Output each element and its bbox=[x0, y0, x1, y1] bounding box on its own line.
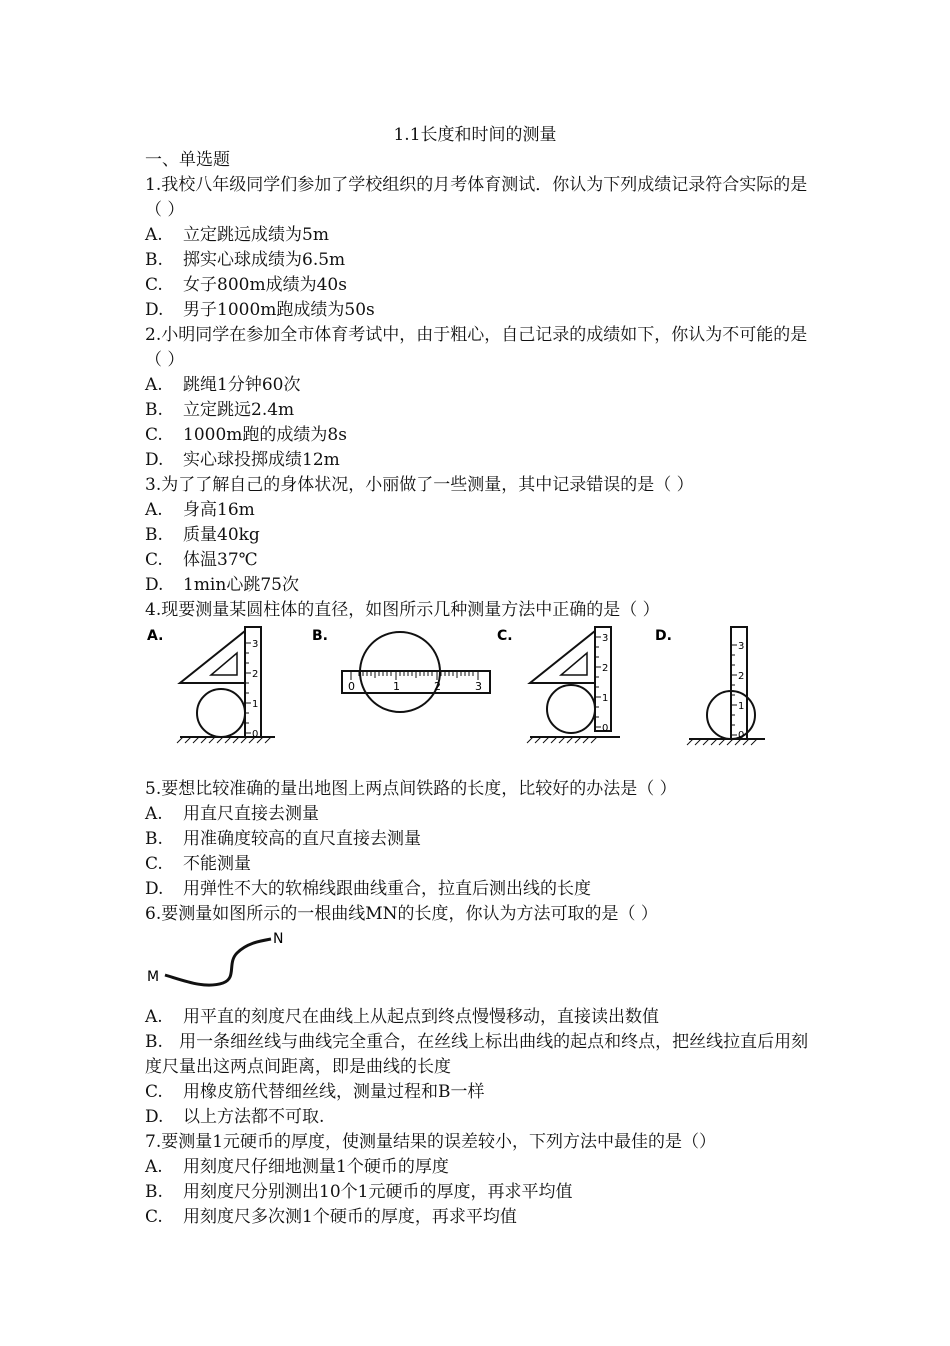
ruler-mark-0: 0 bbox=[738, 730, 745, 741]
ruler-mark-2: 2 bbox=[252, 669, 259, 680]
question-6-option-c[interactable] bbox=[145, 1080, 810, 1105]
document-body bbox=[145, 148, 810, 1230]
ruler-mark-2: 2 bbox=[434, 680, 441, 693]
question-1-option-a[interactable] bbox=[145, 223, 810, 248]
option-text: 身高16m bbox=[183, 500, 255, 520]
option-text: 用准确度较高的直尺直接去测量 bbox=[183, 829, 421, 849]
option-letter: C. bbox=[145, 275, 163, 295]
option-text: 用刻度尺多次测1个硬币的厚度，再求平均值 bbox=[183, 1207, 517, 1227]
curve-label-n: N bbox=[273, 931, 284, 947]
question-6-option-d[interactable] bbox=[145, 1105, 810, 1130]
document-title: 1.1长度和时间的测量 bbox=[393, 125, 557, 145]
option-letter: B. bbox=[145, 525, 163, 545]
question-6-option-a[interactable] bbox=[145, 1005, 810, 1030]
option-letter: D. bbox=[145, 879, 164, 899]
figure-b-label: B. bbox=[312, 628, 328, 644]
option-text: 用弹性不大的软棉线跟曲线重合，拉直后测出线的长度 bbox=[183, 879, 591, 899]
figure-c-triangle-ruler-offset bbox=[495, 625, 630, 773]
option-text: 体温37℃ bbox=[183, 550, 258, 570]
ruler-mark-1: 1 bbox=[393, 680, 400, 693]
question-6-stem: 6.要测量如图所示的一根曲线MN的长度，你认为方法可取的是（ ） bbox=[145, 904, 658, 924]
curve-mn bbox=[165, 939, 271, 985]
option-letter: D. bbox=[145, 300, 164, 320]
question-2-stem: 2.小明同学在参加全市体育考试中，由于粗心，自己记录的成绩如下，你认为不可能的是（ ） bbox=[145, 325, 808, 370]
question-7-option-b[interactable] bbox=[145, 1180, 810, 1205]
option-text: 跳绳1分钟60次 bbox=[183, 375, 301, 395]
ruler-mark-2: 2 bbox=[738, 671, 745, 682]
option-letter: D. bbox=[145, 450, 164, 470]
option-letter: D. bbox=[145, 1107, 164, 1127]
question-7-option-c[interactable] bbox=[145, 1205, 810, 1230]
option-text: 用直尺直接去测量 bbox=[183, 804, 319, 824]
figure-d-label: D. bbox=[655, 628, 672, 644]
option-letter: A. bbox=[145, 375, 163, 395]
ruler-mark-3: 3 bbox=[475, 680, 482, 693]
option-letter: A. bbox=[145, 500, 163, 520]
question-2-option-b[interactable] bbox=[145, 398, 810, 423]
ruler-mark-3: 3 bbox=[252, 639, 259, 650]
option-text: 不能测量 bbox=[183, 854, 251, 874]
question-1-option-b[interactable] bbox=[145, 248, 810, 273]
question-5-option-d[interactable] bbox=[145, 877, 810, 902]
option-text: 用橡皮筋代替细丝线，测量过程和B一样 bbox=[183, 1082, 485, 1102]
ruler-mark-3: 3 bbox=[738, 641, 745, 652]
figure-c-label: C. bbox=[497, 628, 513, 644]
question-5-stem: 5.要想比较准确的量出地图上两点间铁路的长度，比较好的办法是（ ） bbox=[145, 779, 677, 799]
question-7-option-a[interactable] bbox=[145, 1155, 810, 1180]
option-text: 用刻度尺分别测出10个1元硬币的厚度，再求平均值 bbox=[183, 1182, 573, 1202]
option-text: 用刻度尺仔细地测量1个硬币的厚度 bbox=[183, 1157, 449, 1177]
question-5-option-c[interactable] bbox=[145, 852, 810, 877]
ruler-mark-3: 3 bbox=[602, 633, 609, 644]
option-text: 以上方法都不可取. bbox=[183, 1107, 325, 1127]
option-text: 立定跳远成绩为5m bbox=[183, 225, 329, 245]
question-1-stem: 1.我校八年级同学们参加了学校组织的月考体育测试．你认为下列成绩记录符合实际的是（ ） bbox=[145, 175, 808, 220]
figure-a-triangle-ruler bbox=[145, 625, 280, 773]
option-letter: B. bbox=[145, 400, 163, 420]
question-1-option-d[interactable] bbox=[145, 298, 810, 323]
curve-mn-figure bbox=[145, 931, 305, 1003]
option-letter: B. bbox=[145, 1032, 163, 1052]
ruler-ticks bbox=[351, 671, 478, 680]
option-letter: C. bbox=[145, 425, 163, 445]
option-letter: A. bbox=[145, 1157, 163, 1177]
question-7-stem: 7.要测量1元硬币的厚度，使测量结果的误差较小，下列方法中最佳的是（） bbox=[145, 1132, 717, 1152]
question-4-figures bbox=[145, 625, 810, 773]
figure-b-horizontal-ruler bbox=[310, 625, 495, 773]
question-3-option-b[interactable] bbox=[145, 523, 810, 548]
ruler-mark-0: 0 bbox=[602, 723, 609, 734]
question-5-option-a[interactable] bbox=[145, 802, 810, 827]
cylinder-circle bbox=[547, 685, 595, 733]
question-6-option-b[interactable] bbox=[145, 1030, 810, 1080]
figure-a-label: A. bbox=[147, 628, 164, 644]
option-text: 实心球投掷成绩12m bbox=[183, 450, 340, 470]
figure-d-ruler-through-center bbox=[653, 625, 768, 773]
ruler-mark-1: 1 bbox=[738, 701, 745, 712]
cylinder-circle bbox=[197, 689, 245, 737]
question-2-option-a[interactable] bbox=[145, 373, 810, 398]
option-letter: C. bbox=[145, 854, 163, 874]
option-text: 质量40kg bbox=[183, 525, 260, 545]
option-text: 用一条细丝线与曲线完全重合，在丝线上标出曲线的起点和终点，把丝线拉直后用刻度尺量出这两点间距离，即是曲线的长度 bbox=[145, 1032, 809, 1077]
option-letter: C. bbox=[145, 1082, 163, 1102]
ruler-mark-0: 0 bbox=[252, 729, 259, 740]
section-heading: 一、单选题 bbox=[145, 150, 230, 170]
option-letter: B. bbox=[145, 1182, 163, 1202]
option-letter: A. bbox=[145, 225, 163, 245]
question-2-option-d[interactable] bbox=[145, 448, 810, 473]
question-3-option-d[interactable] bbox=[145, 573, 810, 598]
question-1-option-c[interactable] bbox=[145, 273, 810, 298]
option-letter: A. bbox=[145, 1007, 163, 1027]
curve-label-m: M bbox=[147, 969, 160, 985]
question-4-stem: 4.现要测量某圆柱体的直径，如图所示几种测量方法中正确的是（ ） bbox=[145, 600, 660, 620]
ruler-mark-1: 1 bbox=[602, 693, 609, 704]
option-text: 1000m跑的成绩为8s bbox=[183, 425, 347, 445]
option-text: 掷实心球成绩为6.5m bbox=[183, 250, 346, 270]
option-letter: C. bbox=[145, 550, 163, 570]
question-6-figure bbox=[145, 931, 810, 1003]
question-3-option-a[interactable] bbox=[145, 498, 810, 523]
question-3-option-c[interactable] bbox=[145, 548, 810, 573]
question-5-option-b[interactable] bbox=[145, 827, 810, 852]
ruler-mark-0: 0 bbox=[348, 680, 355, 693]
option-letter: B. bbox=[145, 829, 163, 849]
option-letter: A. bbox=[145, 804, 163, 824]
ruler-mark-2: 2 bbox=[602, 663, 609, 674]
ruler-mark-1: 1 bbox=[252, 699, 259, 710]
option-text: 用平直的刻度尺在曲线上从起点到终点慢慢移动，直接读出数值 bbox=[183, 1007, 659, 1027]
option-letter: D. bbox=[145, 575, 164, 595]
option-letter: B. bbox=[145, 250, 163, 270]
option-text: 1min心跳75次 bbox=[183, 575, 299, 595]
question-2-option-c[interactable] bbox=[145, 423, 810, 448]
option-letter: C. bbox=[145, 1207, 163, 1227]
option-text: 女子800m成绩为40s bbox=[183, 275, 347, 295]
option-text: 立定跳远2.4m bbox=[183, 400, 295, 420]
option-text: 男子1000m跑成绩为50s bbox=[183, 300, 375, 320]
question-3-stem: 3.为了了解自己的身体状况，小丽做了一些测量，其中记录错误的是（ ） bbox=[145, 475, 694, 495]
